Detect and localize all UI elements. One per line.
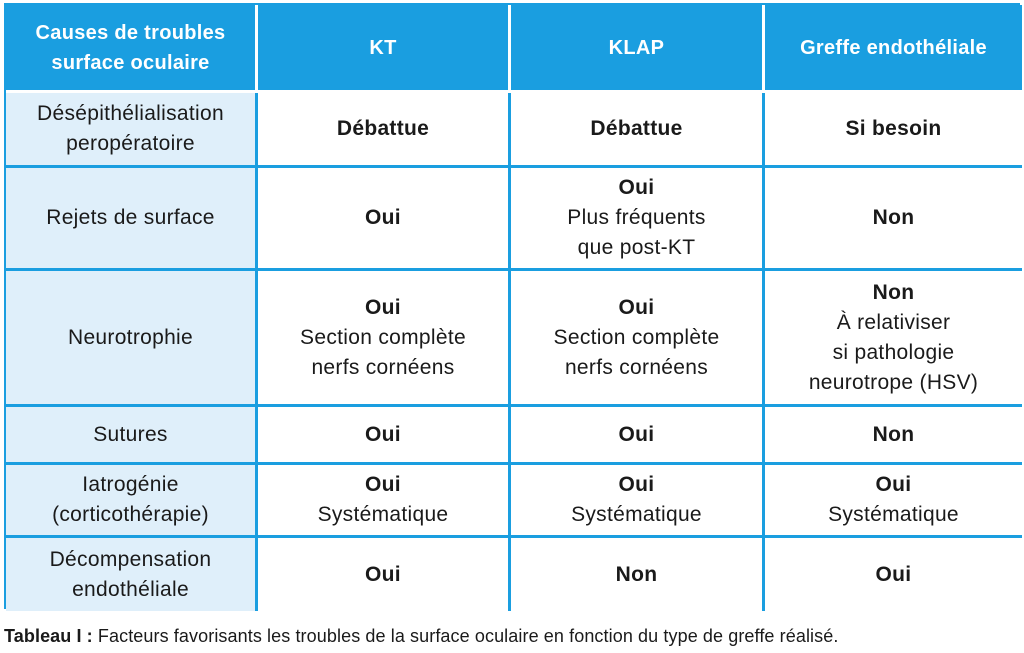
cell-detail: À relativiser	[836, 310, 951, 334]
cell-kt	[258, 538, 511, 611]
cell-detail: nerfs cornéens	[311, 355, 455, 379]
cell-detail: Section complète	[300, 325, 466, 349]
header-causes-line-1: Causes de troubles	[35, 21, 226, 44]
cell-detail: nerfs cornéens	[564, 355, 709, 379]
cell-kt	[258, 93, 511, 168]
row-label-cell	[6, 168, 258, 271]
cell-detail: Systématique	[828, 503, 959, 526]
cell-detail: que post-KT	[577, 236, 696, 259]
cell-kt	[258, 407, 511, 465]
row-label-line: peropératoire	[66, 132, 195, 155]
cell-value: Non	[872, 422, 915, 446]
cell-value: Non	[872, 280, 915, 304]
cell-value: Oui	[365, 562, 401, 586]
header-kt: KT	[258, 5, 511, 93]
table-caption	[4, 626, 1020, 647]
cell-value: Débattue	[590, 117, 683, 140]
row-label-line: Neurotrophie	[67, 325, 193, 349]
cell-kt	[258, 465, 511, 538]
cell-value: Oui	[618, 422, 655, 446]
cell-detail: Systématique	[571, 503, 702, 526]
row-label-line: (corticothérapie)	[52, 503, 209, 526]
cell-greffe-endotheliale	[765, 407, 1022, 465]
cell-value: Débattue	[336, 117, 430, 140]
cell-greffe-endotheliale	[765, 271, 1022, 407]
header-causes-line-2: surface oculaire	[51, 51, 210, 74]
row-label-cell	[6, 407, 258, 465]
row-label-cell	[6, 538, 258, 611]
cell-value: Oui	[618, 176, 655, 199]
cell-value: Non	[615, 562, 658, 586]
cell-detail: Section complète	[553, 325, 720, 349]
cell-value: Oui	[365, 206, 401, 229]
cell-klap	[511, 407, 765, 465]
cell-detail: neurotrope (HSV)	[808, 370, 979, 394]
cell-detail: si pathologie	[832, 340, 955, 364]
cell-kt	[258, 168, 511, 271]
cell-value: Oui	[365, 473, 401, 496]
caption-label: Tableau I :	[4, 626, 93, 646]
cell-klap	[511, 271, 765, 407]
cell-greffe-endotheliale	[765, 538, 1022, 611]
cell-greffe-endotheliale	[765, 465, 1022, 538]
cell-value: Oui	[365, 422, 401, 446]
row-label-cell	[6, 465, 258, 538]
cell-klap	[511, 538, 765, 611]
cell-value: Oui	[875, 473, 912, 496]
header-klap: KLAP	[511, 5, 765, 93]
cell-klap	[511, 93, 765, 168]
cell-kt	[258, 271, 511, 407]
row-label-line: Rejets de surface	[46, 206, 215, 229]
cell-value: Oui	[618, 295, 655, 319]
header-greffe-endotheliale: Greffe endothéliale	[765, 5, 1022, 93]
row-label-cell	[6, 93, 258, 168]
cell-klap	[511, 168, 765, 271]
cell-greffe-endotheliale	[765, 93, 1022, 168]
cell-detail: Plus fréquents	[567, 206, 706, 229]
cell-value: Si besoin	[845, 117, 942, 140]
cell-greffe-endotheliale	[765, 168, 1022, 271]
comparison-table	[4, 3, 1020, 609]
row-label-line: Désépithélialisation	[37, 102, 224, 125]
cell-value: Oui	[365, 295, 401, 319]
row-label-cell	[6, 271, 258, 407]
cell-value: Oui	[875, 562, 912, 586]
row-label-line: Iatrogénie	[82, 473, 179, 496]
cell-klap	[511, 465, 765, 538]
row-label-line: Sutures	[93, 422, 168, 446]
row-label-line: Décompensation	[49, 547, 212, 571]
caption-text: Facteurs favorisants les troubles de la surface oculaire en fonction du type de greffe réalisé.	[92, 626, 839, 646]
row-label-line: endothéliale	[72, 577, 189, 601]
cell-value: Oui	[618, 473, 655, 496]
cell-value: Non	[872, 206, 915, 229]
header-causes	[6, 5, 258, 93]
cell-detail: Systématique	[317, 503, 449, 526]
